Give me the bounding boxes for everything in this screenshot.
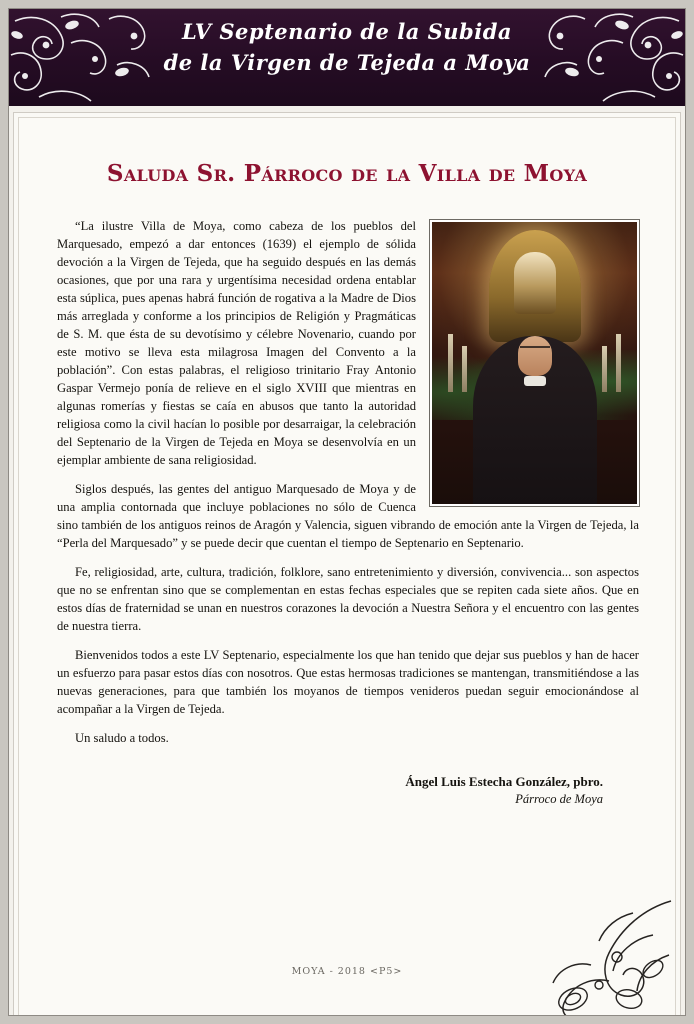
floral-ornament-icon xyxy=(513,895,673,1015)
signature-block xyxy=(57,773,603,809)
signature-name: Ángel Luis Estecha González, pbro. xyxy=(405,774,603,789)
paragraph: Fe, religiosidad, arte, cultura, tradición, folklore, sano entretenimiento y diversión, convivencia... son aspectos que no se enfrentan sino que se complementan en estas fechas especiales que se repiten cada siete años. Que en estos días de fraternidad se unan en nuestros corazones la devoción a Nuestra Señora y el encuentro con las gentes de nuestra tierra. xyxy=(57,565,639,633)
banner-title-line2: de la Virgen de Tejeda a Moya xyxy=(163,49,531,75)
header-banner xyxy=(9,9,685,108)
footer-mark: MOYA - 2018 <P5> xyxy=(291,966,403,977)
paragraph: Bienvenidos todos a este LV Septenario, especialmente los que han tenido que dejar sus pueblos y han de hacer un esfuerzo para pasar estos días con nosotros. Que estas hermosas tradiciones se mantengan, transmitiéndose a las nuevas generaciones, para que también los moyanos de tiempos venideros puedan seguir emocionándose al acompañar a la Virgen de Tejeda. xyxy=(57,648,639,716)
document-body xyxy=(57,217,639,809)
paragraph: Un saludo a todos. xyxy=(75,731,169,745)
document-sheet xyxy=(13,112,681,1016)
paragraph: Siglos después, las gentes del antiguo Marquesado de Moya y de una amplia contornada que incluye poblaciones no sólo de Cuenca sino también de los antiguos reinos de Aragón y Valencia, siguen vibrando de emoción ante la Virgen de Tejeda, la “Perla del Marquesado” y se puede decir que cuentan el tiempo de Septenario en Septenario. xyxy=(57,482,639,550)
paragraph: “La ilustre Villa de Moya, como cabeza de los pueblos del Marquesado, empezó a dar entonces (1639) el ejemplo de sólida devoción a la Virgen de Tejeda, que ha seguido después en las demás ocasiones, que por una rara y urgentísima necesidad ordena entablar esta súplica, pues apenas habrá función de rogativa a la Madre de Dios más arreglada y conforme a los principios de Religión y Pragmáticas de S. M. que ésta de su devotísimo y célebre Novenario, cuando por este motivo se lleva esta milagrosa Imagen del Convento a la población”. Con estas palabras, el religioso trinitario Fray Antonio Gaspar Vermejo ponía de relieve en el siglo XVIII que mientras en algunas romerías y fiestas se caía en abusos que tanto la autoridad religiosa como la civil hacían lo posible por desarraigar, la celebración del Septenario de la Virgen de Tejeda en Moya se desenvolvía en un ejemplar ambiente de sana religiosidad. xyxy=(57,219,416,467)
priest-portrait-photo xyxy=(430,220,639,506)
banner-title xyxy=(9,19,685,77)
scanned-sheet xyxy=(8,8,686,1016)
document-sheet-inner xyxy=(18,117,676,1016)
page-title: Saluda Sr. Párroco de la Villa de Moya xyxy=(106,160,588,187)
signature-role: Párroco de Moya xyxy=(515,792,603,807)
banner-title-line1: LV Septenario de la Subida xyxy=(181,19,513,44)
